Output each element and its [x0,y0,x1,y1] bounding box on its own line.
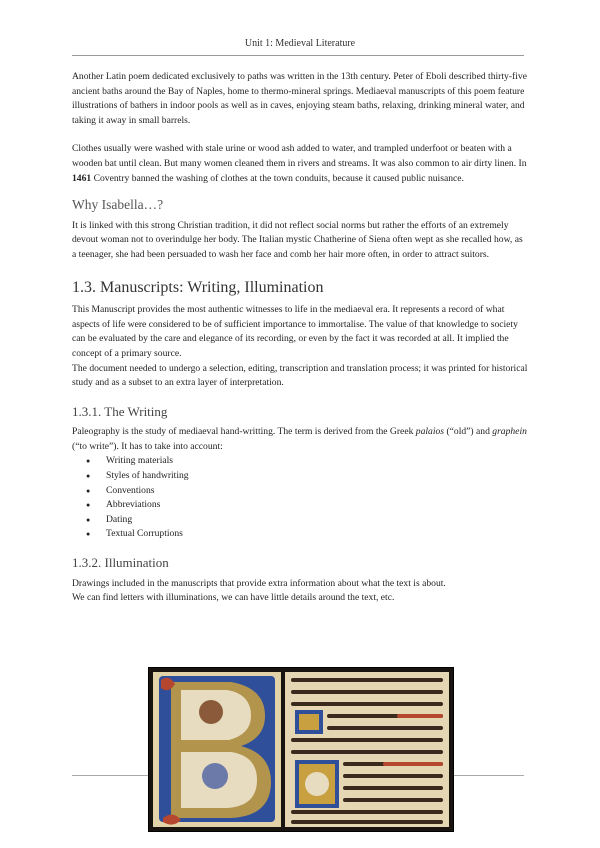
small-initial-gold [299,714,319,730]
paragraph-clothes [72,142,528,186]
word-graphein: graphein [492,426,527,438]
manuscript-illumination-image [148,667,454,832]
lower-figure [202,763,228,789]
list-item: ● Writing materials [106,454,528,469]
list-item: ● Styles of handwriting [106,469,528,484]
word-palaios: palaios [415,426,445,438]
year-1461: 1461 [72,172,92,184]
writing-list [72,454,528,542]
paragraph-illumination-1: Drawings included in the manuscripts that provide extra information about what the text is about. [72,577,446,589]
paragraph-why-isabella: It is linked with this strong Christian tradition, it did not reflect social norms but rather the efforts of an extremely devout woman not to overindulge her body. The Italian mystic Chatherine of Siena often wept as she recalled how, as a teenager, she had been persuaded to wash her face and comb her hair more often, in order to attract suitors. [72,219,523,260]
paleography-text-b: (“old”) and [444,426,493,438]
heading-why-isabella: Why Isabella…? [72,197,164,213]
paleography-text-c: (“to write”). It has to take into account: [72,440,223,452]
footer-divider-right [452,775,524,776]
header-divider [72,55,524,56]
paragraph-illumination-2: We can find letters with illuminations, we can have little details around the text, etc. [72,592,395,604]
heading-illumination: 1.3.2. Illumination [72,555,169,571]
upper-figure [199,700,223,724]
list-item: ● Abbreviations [106,498,528,513]
paragraph-manuscripts-1: This Manuscript provides the most authentic witnesses to life in the mediaeval era. It represents a record of what aspects of life were considered to be of sufficient importance to immortalise. The value of that knowledge to society can be evaluated by the care and elegance of its recording, or even by the fact it was recorded at all. It implied the concept of a primary source. [72,304,518,359]
paragraph-baths: Another Latin poem dedicated exclusively to paths was written in the 13th century. Peter of Eboli described thirty-five ancient baths around the Bay of Naples, home to thermo-mineral springs. Mediaeval manuscripts of this poem feature illustrations of bathers in indoor pools as well as in caves, enjoying steam baths, relaxing, drinking mineral water, and taking it away in small barrels. [72,71,527,126]
page-header: Unit 1: Medieval Literature [244,38,356,49]
heading-the-writing: 1.3.1. The Writing [72,403,168,419]
list-item: ● Textual Corruptions [106,527,528,542]
large-initial-figure [305,772,329,796]
page-content [72,70,528,606]
list-item: ● Dating [106,513,528,528]
heading-manuscripts: 1.3. Manuscripts: Writing, Illumination [72,278,324,296]
clothes-text-before: Clothes usually were washed with stale urine or wood ash added to water, and trampled underfoot or beaten with a wooden bat until clean. But many women cleaned them in rivers and streams. It was also common to air dirty linen. In [72,143,527,169]
footer-divider-left [72,775,148,776]
illumination-drawing [149,668,453,831]
clothes-text-after: Coventry banned the washing of clothes at the town conduits, because it caused public nuisance. [91,172,464,184]
paragraph-manuscripts-2: The document needed to undergo a selection, editing, transcription and translation process; it was printed for historical study and as a subset to an extra layer of interpretation. [72,362,528,389]
list-item: ● Conventions [106,484,528,499]
paragraph-paleography [72,425,528,454]
paleography-text-a: Paleography is the study of mediaeval hand-writting. The term is derived from the Greek [72,426,416,438]
